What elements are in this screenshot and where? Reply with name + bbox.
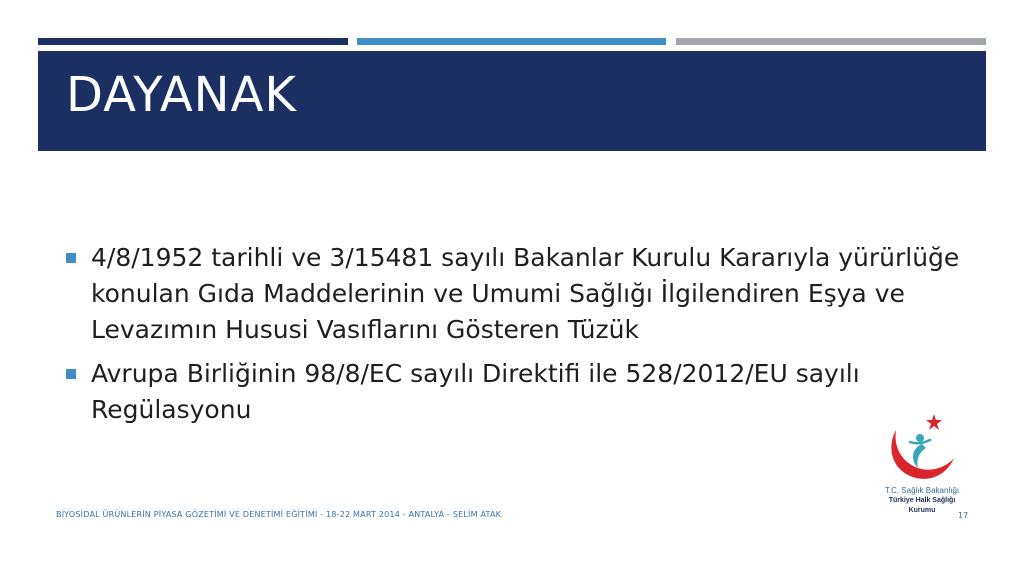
slide-footer: BİYOSİDAL ÜRÜNLERİN PİYASA GÖZETİMİ VE DENETİMİ EĞİTİMİ - 18-22 MART 2014 - ANTALYA - SELİM ATAK xyxy=(56,510,502,519)
page-number: 17 xyxy=(958,511,969,520)
square-bullet-icon xyxy=(66,369,76,379)
slide-title: DAYANAK xyxy=(66,67,297,123)
crescent-figure-icon xyxy=(882,408,962,484)
bullet-list xyxy=(66,240,966,436)
bullet-item xyxy=(66,356,966,428)
top-accent-bar-gray xyxy=(676,38,986,45)
title-bar xyxy=(38,51,986,151)
logo-text-institution: Türkiye Halk Sağlığı xyxy=(888,497,956,504)
bullet-text: Avrupa Birliğinin 98/8/EC sayılı Direktifi ile 528/2012/EU sayılı Regülasyonu xyxy=(91,359,860,424)
top-accent-bar-navy xyxy=(38,38,348,45)
bullet-item xyxy=(66,240,966,348)
logo-text-ministry: T.C. Sağlık Bakanlığı xyxy=(884,486,960,495)
bullet-text: 4/8/1952 tarihli ve 3/15481 sayılı Bakanlar Kurulu Kararıyla yürürlüğe konulan Gıda Maddelerinin ve Umumi Sağlığı İlgilendiren Eşya ve Levazımın Hususi Vasıflarını Gösteren Tüzük xyxy=(91,243,960,344)
ministry-logo xyxy=(860,408,984,518)
logo-text-kurumu: Kurumu xyxy=(908,507,936,514)
square-bullet-icon xyxy=(66,253,76,263)
top-accent-bar-blue xyxy=(357,38,666,45)
